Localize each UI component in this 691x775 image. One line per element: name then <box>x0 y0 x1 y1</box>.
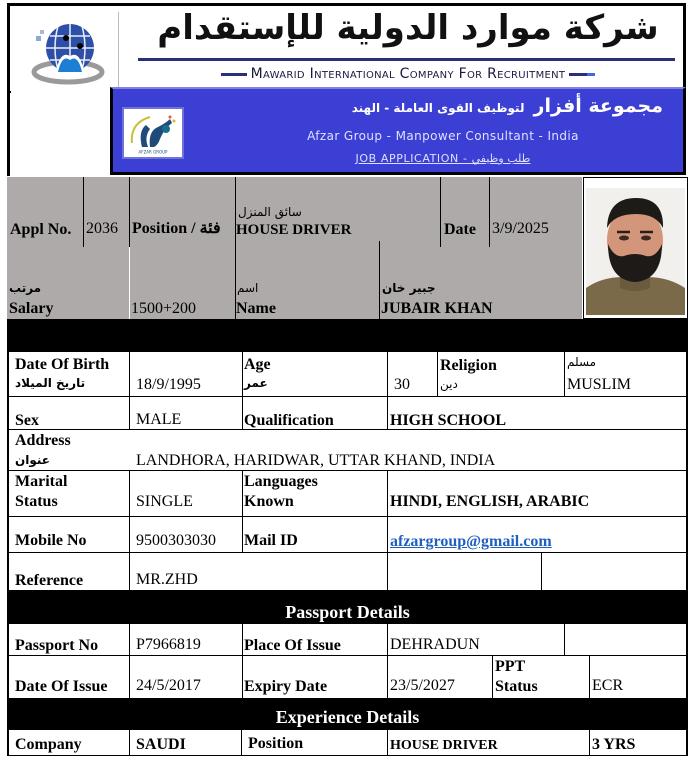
summary-panel <box>7 177 582 319</box>
afzar-figure-icon <box>124 109 182 157</box>
name-value: JUBAIR KHAN <box>381 300 493 317</box>
row-divider <box>9 470 686 471</box>
row-divider <box>9 552 686 553</box>
salary-label: Salary <box>9 300 54 317</box>
experience-table <box>7 730 688 756</box>
col-divider <box>242 624 243 698</box>
col-divider <box>387 352 388 429</box>
col-divider <box>492 655 493 698</box>
marital-label-line1: Marital <box>15 473 68 490</box>
date-of-issue-value: 24/5/2017 <box>136 677 201 694</box>
ppt-status-value: ECR <box>592 677 624 694</box>
col-divider <box>564 352 565 396</box>
experience-position-label: Position <box>248 735 304 752</box>
afzar-banner <box>110 87 686 175</box>
form-title: JOB APPLICATION - طلب وظيفي <box>355 152 531 165</box>
company-label: Company <box>15 736 82 753</box>
personal-details-table <box>7 352 688 590</box>
col-divider <box>387 730 388 756</box>
date-value: 3/9/2025 <box>492 220 549 237</box>
dash-decoration <box>221 73 247 76</box>
address-label: Address <box>15 432 71 449</box>
religion-label: Religion <box>440 357 497 374</box>
position-value-arabic: سائق المنزل <box>238 205 302 219</box>
reference-value: MR.ZHD <box>136 571 198 588</box>
date-label: Date <box>444 221 476 238</box>
black-separator <box>7 319 688 352</box>
title-rule <box>138 58 675 61</box>
religion-value-arabic: مسلم <box>567 355 597 369</box>
col-divider <box>242 352 243 429</box>
address-value: LANDHORA, HARIDWAR, UTTAR KHAND, INDIA <box>136 452 496 469</box>
experience-position-value: HOUSE DRIVER <box>390 738 498 753</box>
col-divider <box>589 655 590 698</box>
expiry-date-label: Expiry Date <box>244 678 328 695</box>
dob-label: Date Of Birth <box>15 356 110 373</box>
mobile-label: Mobile No <box>15 532 87 549</box>
place-of-issue-value: DEHRADUN <box>390 636 480 653</box>
group-name-arabic <box>352 95 663 117</box>
col-divider <box>589 730 590 756</box>
col-divider <box>437 352 438 396</box>
mobile-value: 9500303030 <box>136 532 216 549</box>
afzar-logo-text: AFZAR GROUP <box>138 149 168 155</box>
company-value: SAUDI <box>136 736 186 753</box>
mawarid-globe-logo <box>28 16 108 86</box>
row-divider <box>9 396 686 397</box>
passport-section-title: Passport Details <box>285 602 410 622</box>
group-name-arabic-main: مجموعة أفزار <box>533 95 663 117</box>
languages-label-line1: Languages <box>244 473 318 490</box>
appl-no-label: Appl No. <box>10 221 72 238</box>
position-label: Position / فئة <box>132 220 221 237</box>
applicant-photo-frame <box>583 177 688 319</box>
col-divider <box>242 470 243 552</box>
sex-value: MALE <box>136 411 182 428</box>
position-value: HOUSE DRIVER <box>236 222 352 238</box>
mail-label: Mail ID <box>244 532 298 549</box>
experience-section-title: Experience Details <box>275 707 420 727</box>
afzar-logo <box>122 107 184 159</box>
col-divider <box>129 352 130 429</box>
row-divider <box>9 516 686 517</box>
languages-value: HINDI, ENGLISH, ARABIC <box>390 493 590 510</box>
name-value-arabic: جبير خان <box>382 281 436 295</box>
col-divider <box>541 552 542 590</box>
col-divider <box>387 470 388 590</box>
header-divider <box>118 12 119 88</box>
divider <box>129 247 130 319</box>
dob-label-arabic: تاريخ الميلاد <box>15 376 86 390</box>
place-of-issue-label: Place Of Issue <box>244 637 341 654</box>
appl-no-value: 2036 <box>86 220 118 237</box>
marital-value: SINGLE <box>136 493 193 510</box>
age-label-arabic: عمر <box>244 376 268 390</box>
group-name-arabic-sub: لتوظيف القوى العاملة - الهند <box>351 101 525 115</box>
ppt-status-label-line2: Status <box>495 678 538 695</box>
divider <box>379 241 380 319</box>
divider <box>83 177 84 247</box>
salary-value: 1500+200 <box>131 300 197 317</box>
qualification-label: Qualification <box>244 412 334 429</box>
dash-decoration <box>569 73 595 76</box>
expiry-date-value: 23/5/2027 <box>390 677 455 694</box>
passport-no-label: Passport No <box>15 637 99 654</box>
marital-label-line2: Status <box>15 493 58 510</box>
email-link[interactable]: afzargroup@gmail.com <box>390 533 552 550</box>
name-label: Name <box>236 300 276 317</box>
col-divider <box>129 470 130 590</box>
languages-label-line2: Known <box>244 493 294 510</box>
passport-no-value: P7966819 <box>136 636 201 653</box>
col-divider <box>241 730 242 756</box>
address-label-arabic: عنوان <box>15 453 50 467</box>
divider <box>489 177 490 247</box>
company-name-english-text: Mawarid International Company For Recruitment <box>250 66 566 82</box>
letterhead-top <box>7 3 686 87</box>
dob-value: 18/9/1995 <box>136 376 201 393</box>
religion-label-arabic: دين <box>440 377 458 391</box>
company-name-arabic: شركة موارد الدولية للإستقدام <box>157 8 659 48</box>
letterhead-blank <box>7 87 111 176</box>
qualification-value: HIGH SCHOOL <box>390 412 507 429</box>
divider <box>440 177 441 247</box>
col-divider <box>387 624 388 698</box>
row-divider <box>9 429 686 430</box>
row-divider <box>9 655 686 656</box>
company-name-english <box>138 66 678 82</box>
reference-label: Reference <box>15 572 84 589</box>
date-of-issue-label: Date Of Issue <box>15 678 108 695</box>
col-divider <box>564 624 565 655</box>
group-name-english: Afzar Group - Manpower Consultant - India <box>307 129 579 143</box>
col-divider <box>129 624 130 698</box>
divider <box>129 177 130 247</box>
religion-value: MUSLIM <box>567 376 632 393</box>
ppt-status-label-line1: PPT <box>495 658 526 675</box>
divider <box>235 177 236 319</box>
passport-table <box>7 624 688 698</box>
experience-duration: 3 YRS <box>592 736 636 753</box>
salary-label-arabic: مرتب <box>9 281 42 295</box>
sex-label: Sex <box>15 412 39 429</box>
applicant-photo <box>586 188 685 315</box>
tick-mark <box>7 91 11 93</box>
col-divider <box>129 730 130 756</box>
age-value: 30 <box>394 376 410 393</box>
name-label-arabic: اسم <box>237 281 259 295</box>
age-label: Age <box>244 356 271 373</box>
